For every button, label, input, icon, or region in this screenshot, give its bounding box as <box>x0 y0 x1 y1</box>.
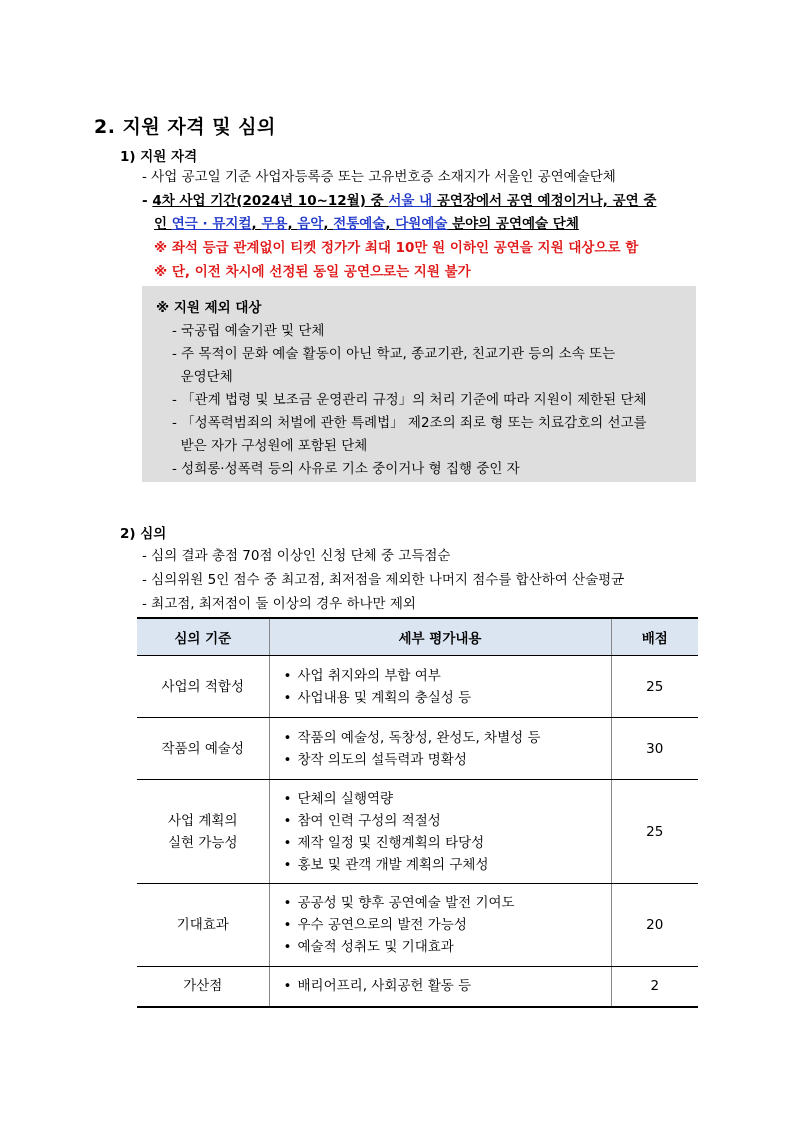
venue-text: 공연장에서 공연 예정이거나, 공연 중 <box>432 193 657 209</box>
detail-item: • 단체의 실행역량 <box>284 788 611 810</box>
table-row <box>137 718 698 780</box>
detail-item: • 제작 일정 및 진행계획의 타당성 <box>284 832 611 854</box>
section-heading: 2. 지원 자격 및 심의 <box>94 116 276 138</box>
table-row <box>137 884 698 967</box>
genre-comma: , <box>323 216 334 232</box>
eligibility-line-2 <box>142 189 656 209</box>
detail-item: • 창작 의도의 설득력과 명확성 <box>284 749 611 771</box>
genre-prefix: 인 <box>154 216 172 232</box>
exclusion-item-cont: 받은 자가 구성원에 포함된 단체 <box>172 438 368 454</box>
genre-theater: 연극 <box>171 216 198 232</box>
evaluation-table <box>137 617 698 1008</box>
eligibility-title: 1) 지원 자격 <box>120 149 198 165</box>
review-item: - 심의 결과 총점 70점 이상인 신청 단체 중 고득점순 <box>142 548 451 564</box>
detail-item: • 홍보 및 관객 개발 계획의 구체성 <box>284 854 611 876</box>
criterion-label: 작품의 예술성 <box>161 740 245 757</box>
criterion-label: 실현 가능성 <box>168 834 238 851</box>
details-cell <box>269 967 611 1007</box>
criterion-cell <box>137 780 269 884</box>
detail-item: • 공공성 및 향후 공연예술 발전 기여도 <box>284 892 611 914</box>
review-title: 2) 심의 <box>120 526 167 542</box>
criterion-label: 기대효과 <box>176 917 229 933</box>
genre-music: 음악 <box>297 216 324 232</box>
detail-item: • 사업내용 및 계획의 충실성 등 <box>284 687 611 709</box>
period-text: 4차 사업 기간(2024년 10~12월) 중 <box>152 193 389 209</box>
genre-sep: · <box>197 216 213 232</box>
eligibility-line-1: - 사업 공고일 기준 사업자등록증 또는 고유번호증 소재지가 서울인 공연예술단체 <box>142 169 616 185</box>
details-cell <box>269 780 611 884</box>
header-score: 배점 <box>611 618 698 656</box>
genre-comma: , <box>251 216 262 232</box>
dash: - <box>142 193 153 209</box>
exclusion-box <box>142 286 696 482</box>
header-criterion: 심의 기준 <box>137 618 269 656</box>
criterion-cell <box>137 884 269 967</box>
details-cell <box>269 718 611 780</box>
criterion-cell <box>137 718 269 780</box>
exclusion-item: - 성희롱·성폭력 등의 사유로 기소 중이거나 형 집행 중인 자 <box>172 461 520 477</box>
detail-item: • 사업 취지와의 부합 여부 <box>284 665 611 687</box>
exclusion-item: - 국공립 예술기관 및 단체 <box>172 323 325 339</box>
eligibility-line-3 <box>154 212 579 232</box>
genre-traditional: 전통예술 <box>333 216 386 232</box>
detail-item: • 우수 공연으로의 발전 가능성 <box>284 914 611 936</box>
exclusion-item: - 주 목적이 문화 예술 활동이 아닌 학교, 종교기관, 친교기관 등의 소속 또는 <box>172 346 616 362</box>
genre-comma: , <box>385 216 396 232</box>
score-cell: 25 <box>611 780 698 884</box>
detail-item: • 예술적 성취도 및 기대효과 <box>284 936 611 958</box>
header-details: 세부 평가내용 <box>269 618 611 656</box>
exclusion-item-cont: 운영단체 <box>172 369 233 385</box>
score-cell: 30 <box>611 718 698 780</box>
criterion-label: 가산점 <box>183 978 223 995</box>
review-item: - 심의위원 5인 점수 중 최고점, 최저점을 제외한 나머지 점수를 합산하여 산술평균 <box>142 572 625 588</box>
genre-suffix: 분야의 공연예술 단체 <box>447 216 579 232</box>
criterion-label: 사업의 적합성 <box>161 678 245 695</box>
criterion-label: 사업 계획의 <box>168 812 238 829</box>
details-cell <box>269 884 611 967</box>
score-cell: 25 <box>611 656 698 718</box>
table-row <box>137 656 698 718</box>
genre-multidisciplinary: 다원예술 <box>395 216 448 232</box>
duplicate-note: ※ 단, 이전 차시에 선정된 동일 공연으로는 지원 불가 <box>154 264 471 280</box>
exclusion-item: - 「관계 법령 및 보조금 운영관리 규정」의 처리 기준에 따라 지원이 제한된 단체 <box>172 392 647 408</box>
exclusion-item: - 「성폭력범죄의 처벌에 관한 특례법」 제2조의 죄로 형 또는 치료감호의 선고를 <box>172 415 647 431</box>
genre-comma: , <box>287 216 298 232</box>
detail-item: • 참여 인력 구성의 적절성 <box>284 810 611 832</box>
criterion-cell <box>137 967 269 1007</box>
detail-item: • 작품의 예술성, 독창성, 완성도, 차별성 등 <box>284 727 611 749</box>
exclusion-title: ※ 지원 제외 대상 <box>156 300 262 316</box>
table-header-row <box>137 618 698 656</box>
score-cell: 2 <box>611 967 698 1007</box>
criterion-cell <box>137 656 269 718</box>
details-cell <box>269 656 611 718</box>
table-row <box>137 780 698 884</box>
seoul-text: 서울 내 <box>388 193 433 209</box>
genre-musical: 뮤지컬 <box>212 216 252 232</box>
table-row <box>137 967 698 1007</box>
genre-dance: 무용 <box>261 216 288 232</box>
review-item: - 최고점, 최저점이 둘 이상의 경우 하나만 제외 <box>142 596 416 612</box>
ticket-price-note: ※ 좌석 등급 관계없이 티켓 정가가 최대 10만 원 이하인 공연을 지원 대상으로 함 <box>154 240 639 256</box>
detail-item: • 배리어프리, 사회공헌 활동 등 <box>284 975 611 997</box>
score-cell: 20 <box>611 884 698 967</box>
